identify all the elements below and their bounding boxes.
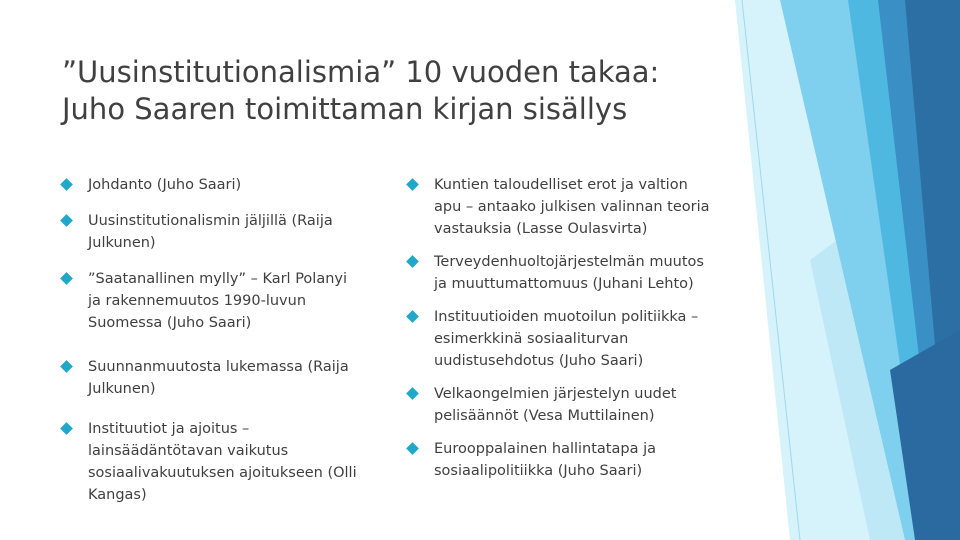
list-item	[62, 174, 382, 196]
list-item	[62, 210, 382, 254]
bullet-icon	[406, 442, 419, 455]
list-item-text: Terveydenhuoltojärjestelmän muutos ja muuttumattomuus (Juhani Lehto)	[434, 254, 704, 292]
slide-title	[62, 54, 762, 128]
title-line-1: ”Uusinstitutionalismia” 10 vuoden takaa:	[62, 55, 660, 89]
right-bullet-list	[408, 174, 738, 482]
list-item-text: Instituutiot ja ajoitus – lainsäädäntötavan vaikutus sosiaalivakuutuksen ajoitukseen (Olli Kangas)	[88, 421, 357, 503]
list-item	[408, 174, 738, 240]
bullet-icon	[60, 178, 73, 191]
list-item-text: Kuntien taloudelliset erot ja valtion apu – antaako julkisen valinnan teoria vastauksia (Lasse Oulasvirta)	[434, 177, 710, 237]
bullet-icon	[60, 360, 73, 373]
list-item	[408, 383, 738, 427]
list-item-text: Eurooppalainen hallintatapa ja sosiaalipolitiikka (Juho Saari)	[434, 441, 656, 479]
list-item-text: Uusinstitutionalismin jäljillä (Raija Julkunen)	[88, 213, 333, 251]
list-item-text: ”Saatanallinen mylly” – Karl Polanyi ja rakennemuutos 1990-luvun Suomessa (Juho Saari)	[88, 271, 348, 331]
list-item	[408, 251, 738, 295]
list-item-text: Velkaongelmien järjestelyn uudet pelisäännöt (Vesa Muttilainen)	[434, 386, 677, 424]
list-item	[62, 356, 382, 400]
list-item-text: Johdanto (Juho Saari)	[88, 177, 242, 193]
bullet-icon	[406, 178, 419, 191]
bullet-icon	[60, 422, 73, 435]
bullet-icon	[406, 387, 419, 400]
bullet-icon	[406, 255, 419, 268]
list-item	[62, 418, 382, 506]
left-bullet-list	[62, 174, 382, 506]
list-item	[408, 306, 738, 372]
bullet-icon	[406, 310, 419, 323]
list-item	[408, 438, 738, 482]
bullet-icon	[60, 272, 73, 285]
bullet-icon	[60, 214, 73, 227]
list-item-text: Suunnanmuutosta lukemassa (Raija Julkunen)	[88, 359, 349, 397]
list-item-text: Instituutioiden muotoilun politiikka – esimerkkinä sosiaaliturvan uudistusehdotus (Juho Saari)	[434, 309, 699, 369]
list-item	[62, 268, 382, 334]
title-line-2: Juho Saaren toimittaman kirjan sisällys	[62, 92, 628, 126]
